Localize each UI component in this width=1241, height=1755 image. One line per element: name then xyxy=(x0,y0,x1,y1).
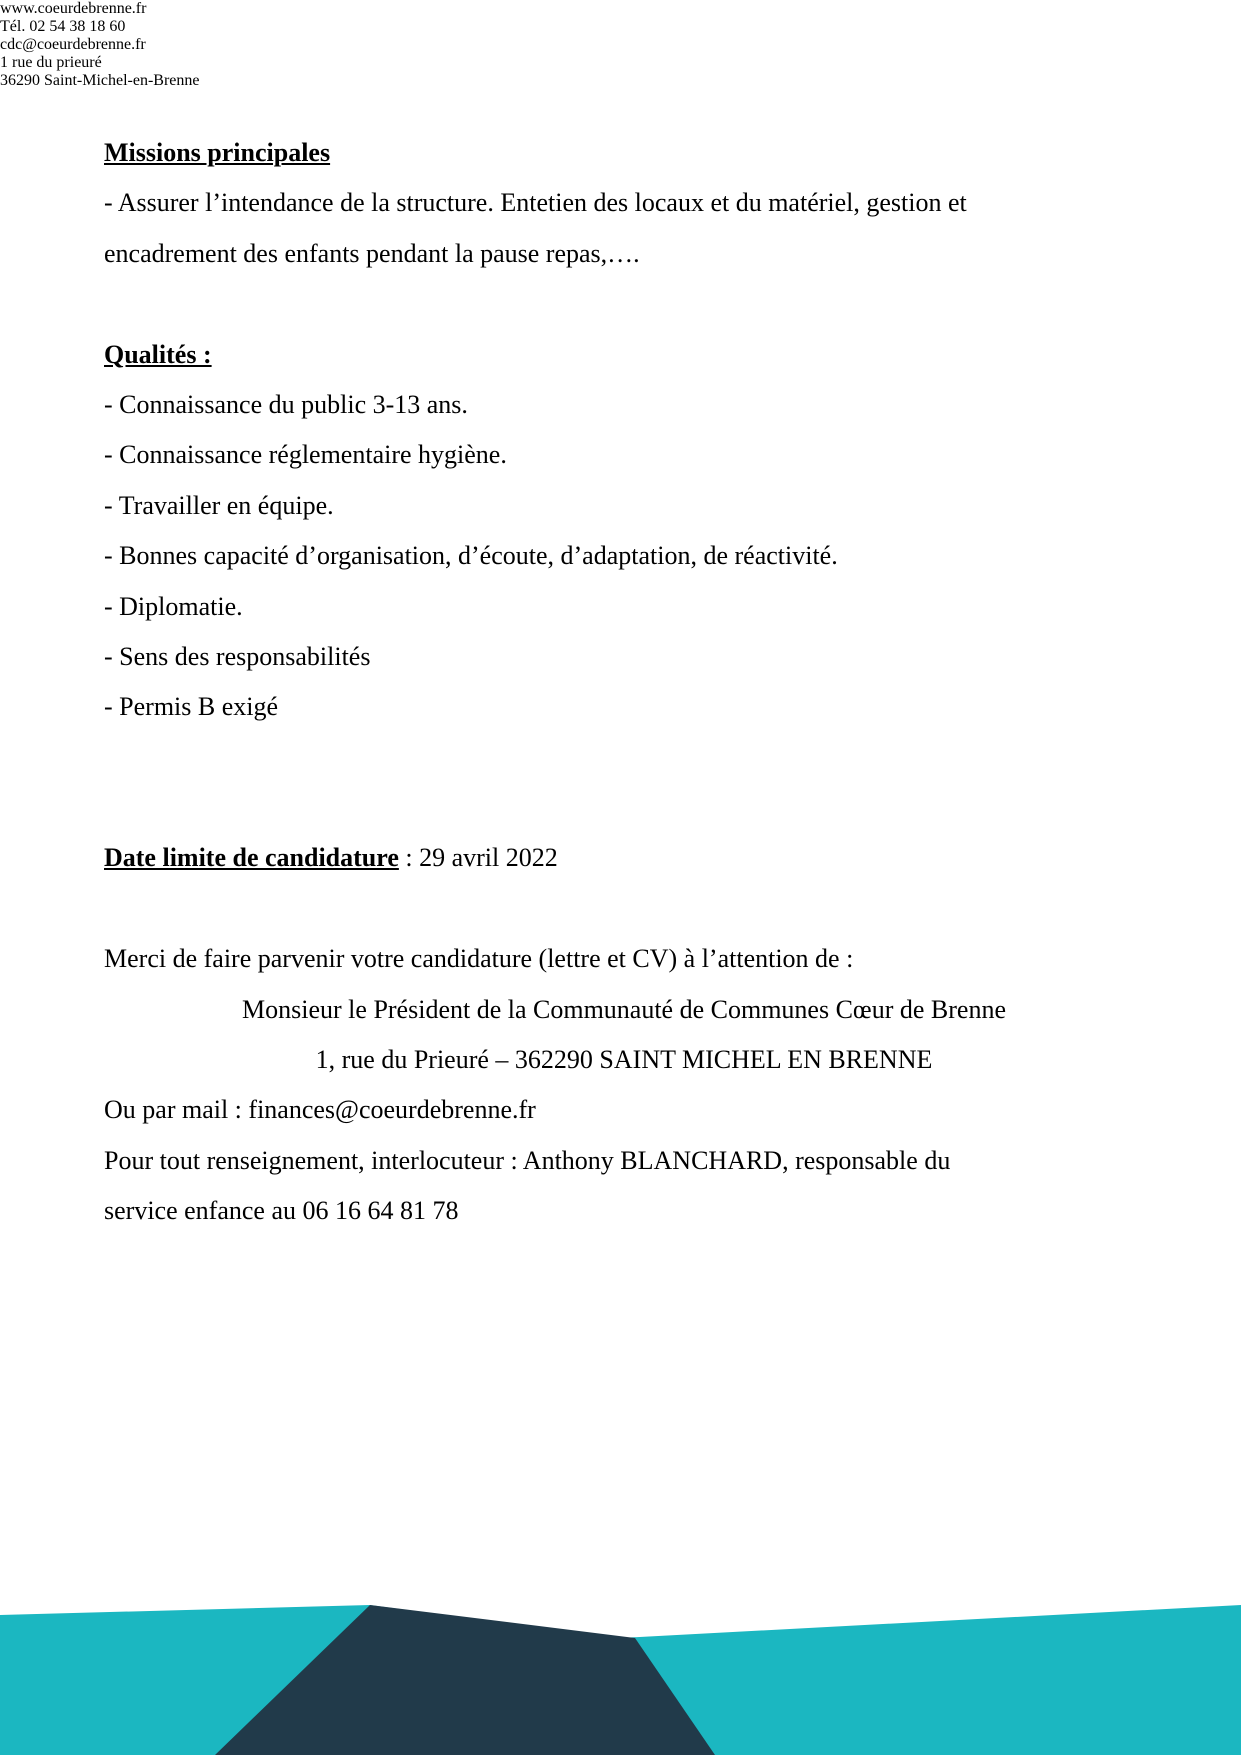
qualites-item: - Travailler en équipe. xyxy=(104,490,334,520)
contact-recipient: Monsieur le Président de la Communauté de Communes Cœur de Brenne xyxy=(242,994,1006,1024)
footer-address-block xyxy=(0,54,1241,90)
deadline-line xyxy=(104,833,1144,883)
contact-address: 1, rue du Prieuré – 362290 SAINT MICHEL EN BRENNE xyxy=(315,1045,933,1075)
footer-contact-block xyxy=(0,18,1241,54)
deadline-label: Date limite de candidature xyxy=(104,843,399,873)
footer-website-link[interactable]: www.coeurdebrenne.fr xyxy=(0,0,147,17)
contact-info-line-1: Pour tout renseignement, interlocuteur : Anthony BLANCHARD, responsable du xyxy=(104,1145,951,1175)
deadline-value: : 29 avril 2022 xyxy=(398,843,558,873)
missions-heading: Missions principales xyxy=(104,138,331,167)
footer-background xyxy=(0,1598,1241,1755)
footer-address-line-1: 1 rue du prieuré xyxy=(0,54,102,71)
qualites-item: - Permis B exigé xyxy=(104,692,279,722)
qualites-heading: Qualités : xyxy=(104,339,212,369)
contact-info-line-2: service enfance au 06 16 64 81 78 xyxy=(104,1196,459,1226)
footer-email: cdc@coeurdebrenne.fr xyxy=(0,36,146,53)
contact-email-line: Ou par mail : finances@coeurdebrenne.fr xyxy=(104,1095,536,1125)
footer-address-line-2: 36290 Saint-Michel-en-Brenne xyxy=(0,72,200,89)
qualites-item: - Bonnes capacité d’organisation, d’écoute, d’adaptation, de réactivité. xyxy=(104,541,838,571)
document-body xyxy=(104,128,1144,1237)
qualites-item: - Connaissance du public 3-13 ans. xyxy=(104,389,468,419)
qualites-item: - Diplomatie. xyxy=(104,591,243,621)
footer-banner xyxy=(0,1598,1241,1755)
qualites-item: - Sens des responsabilités xyxy=(104,641,371,671)
footer-phone: Tél. 02 54 38 18 60 xyxy=(0,18,126,35)
missions-line-1: - Assurer l’intendance de la structure. Entetien des locaux et du matériel, gestion et xyxy=(104,188,967,218)
missions-line-2: encadrement des enfants pendant la pause repas,…. xyxy=(104,238,640,268)
contact-intro: Merci de faire parvenir votre candidature (lettre et CV) à l’attention de : xyxy=(104,944,854,974)
qualites-item: - Connaissance réglementaire hygiène. xyxy=(104,440,507,470)
